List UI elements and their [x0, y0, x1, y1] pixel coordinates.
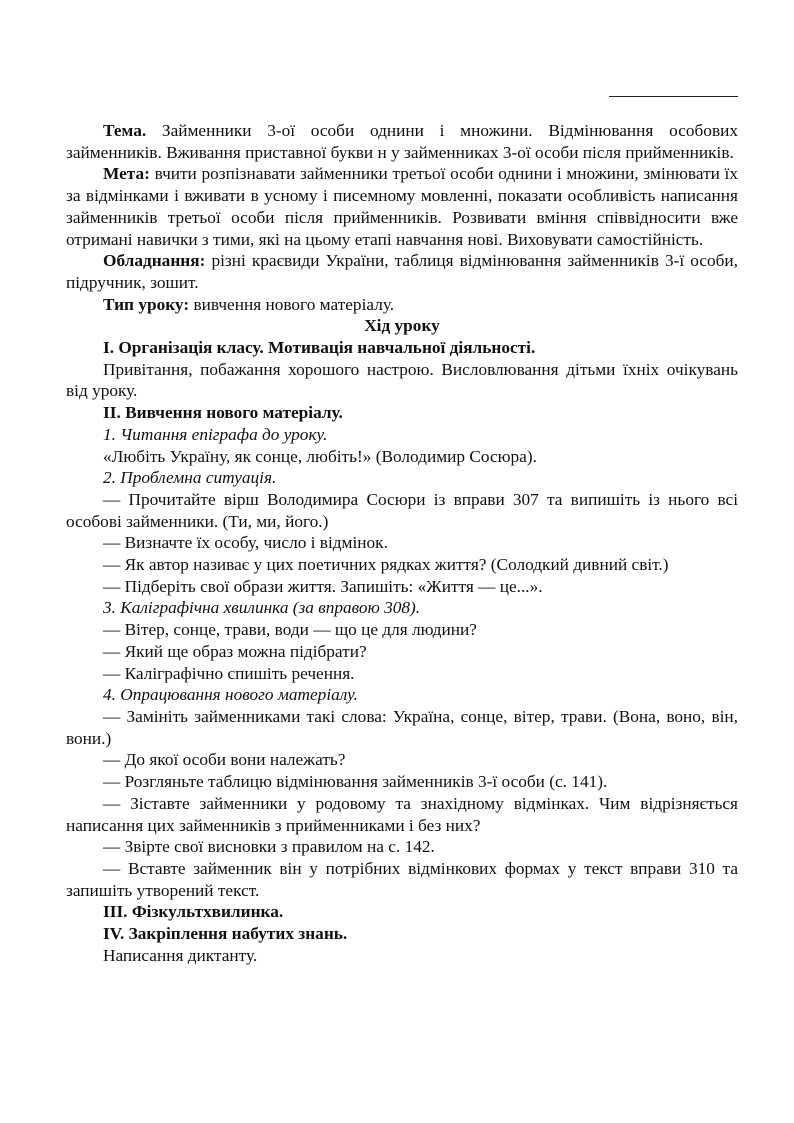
epigraph: «Любіть Україну, як сонце, любіть!» (Володимир Сосюра).	[103, 446, 537, 466]
lesson-type-text: вивчення нового матеріалу.	[193, 294, 395, 314]
question-10: — Розгляньте таблицю відмінювання займенників 3-ї особи (с. 141).	[103, 772, 608, 792]
question-12: — Звірте свої висновки з правилом на с. 142.	[103, 837, 435, 857]
section4-heading: ІV. Закріплення набутих знань.	[103, 924, 348, 944]
goal-paragraph	[66, 163, 738, 250]
question-4: — Підберіть свої образи життя. Запишіть: «Життя — це...».	[103, 576, 543, 596]
question-2: — Визначте їх особу, число і відмінок.	[103, 533, 388, 553]
question-7: — Каліграфічно спишіть речення.	[103, 663, 355, 683]
question-9: — До якої особи вони належать?	[103, 750, 346, 770]
equipment-label: Обладнання:	[103, 251, 206, 271]
topic-label: Тема.	[103, 121, 147, 140]
question-8: — Замініть займенниками такі слова: Україна, сонце, вітер, трави. (Вона, воно, він, вони.)	[66, 706, 738, 748]
section2-sub2: 2. Проблемна ситуація.	[103, 468, 277, 488]
section4-text: Написання диктанту.	[103, 945, 258, 965]
question-3: — Як автор називає у цих поетичних рядках життя? (Солодкий дивний світ.)	[103, 555, 669, 575]
topic-text: Займенники 3-ої особи однини і множини. Відмінювання особових займенників. Вживання приставної букви н у займенниках 3-ої особи після прийменників.	[66, 121, 738, 162]
section2-sub3: 3. Каліграфічна хвилинка (за вправою 308).	[103, 598, 421, 618]
question-11: — Зіставте займенники у родовому та знахідному відмінках. Чим відрізняється написання цих займенників з прийменниками і без них?	[66, 793, 738, 835]
lesson-type-paragraph	[66, 294, 738, 316]
goal-text: вчити розпізнавати займенники третьої особи однини і множини, змінювати їх за відмінками і вживати в усному і писемному мовленні, показати особливість написання займенників третьої особи після прийменників. Розвивати вміння співвідносити вже отримані навички з тими, які на цьому етапі навчання нові. Виховувати самостійність.	[66, 164, 739, 249]
goal-label: Мета:	[103, 164, 150, 184]
equipment-text: різні краєвиди України, таблиця відмінювання займенників 3-ї особи, підручник, зошит.	[66, 251, 738, 292]
section1-heading: І. Організація класу. Мотивація навчальної діяльності.	[103, 338, 536, 358]
section1-text: Привітання, побажання хорошого настрою. Висловлювання дітьми їхніх очікувань від уроку.	[66, 359, 738, 401]
section3-heading: ІІІ. Фізкультхвилинка.	[103, 902, 284, 922]
course-title: Хід уроку	[364, 316, 440, 336]
question-1: — Прочитайте вірш Володимира Сосюри із вправи 307 та випишіть із нього всі особові займенники. (Ти, ми, його.)	[66, 489, 738, 531]
section2-sub4: 4. Опрацювання нового матеріалу.	[103, 685, 358, 705]
lesson-plan-document	[66, 82, 738, 966]
section2-heading: ІІ. Вивчення нового матеріалу.	[103, 403, 343, 423]
question-6: — Який ще образ можна підібрати?	[103, 641, 367, 661]
section2-sub1: 1. Читання епіграфа до уроку.	[103, 424, 328, 444]
lesson-type-label: Тип уроку:	[103, 294, 190, 314]
equipment-paragraph	[66, 250, 738, 293]
topic-paragraph	[66, 120, 738, 163]
question-5: — Вітер, сонце, трави, води — що це для людини?	[103, 620, 477, 640]
question-13: — Вставте займенник він у потрібних відмінкових формах у текст вправи 310 та запишіть утворений текст.	[66, 858, 738, 900]
